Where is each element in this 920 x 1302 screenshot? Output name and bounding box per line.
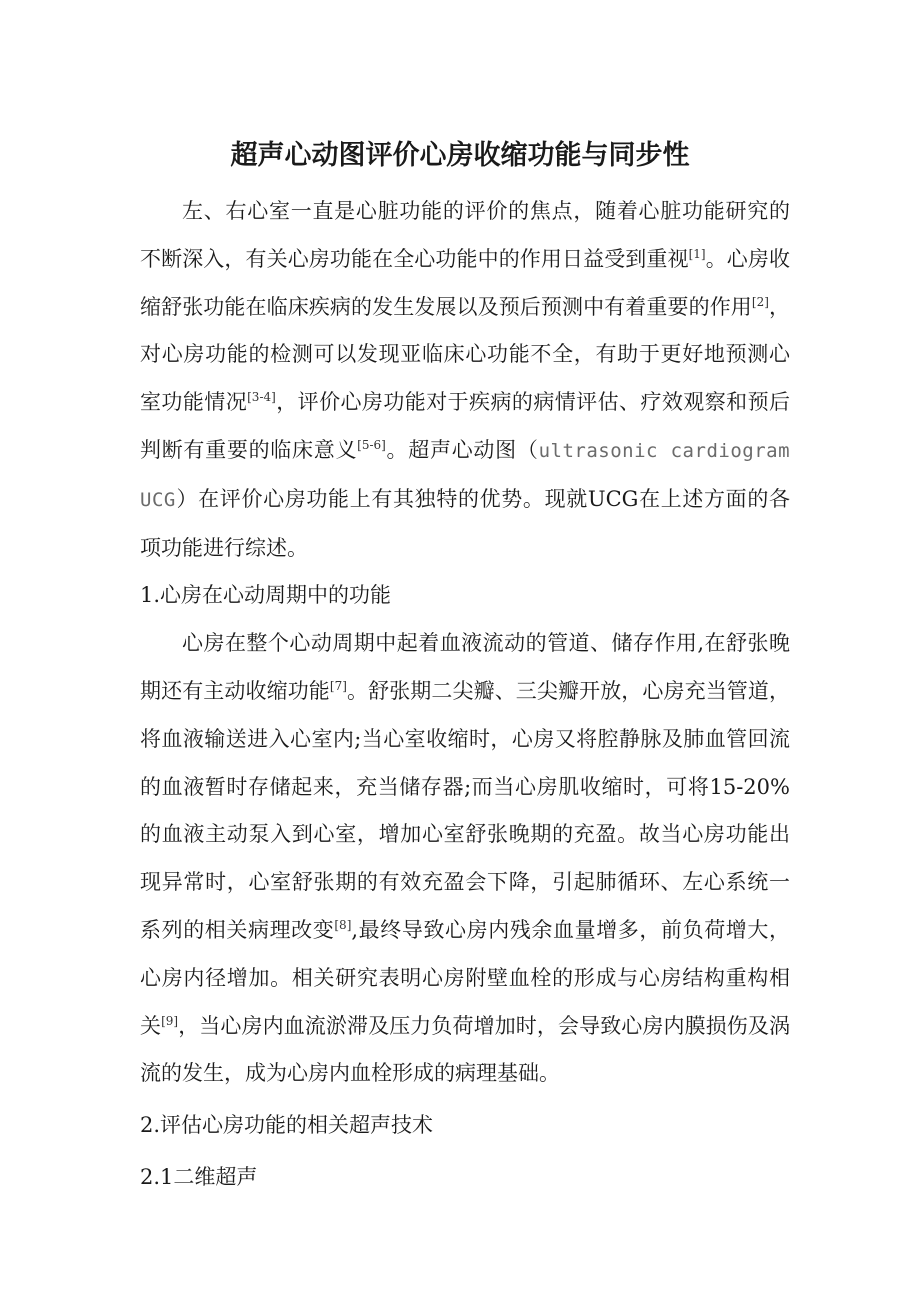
citation-ref: [5-6] — [357, 438, 386, 453]
intro-text-1: 左、右心室一直是心脏功能的评价的焦点，随着心脏功能研究的不断深入，有关心房功能在全心功能中的作用日益受到重视 — [140, 199, 790, 271]
intro-text-5: 。超声心动图（ — [385, 437, 539, 462]
citation-ref: [8] — [334, 918, 352, 933]
section-1-text-4: ，当心房内血流淤滞及压力负荷增加时，会导致心房内膜损伤及涡流的发生，成为心房内血栓形成的病理基础。 — [140, 1013, 791, 1086]
intro-text-2: 。心房收缩舒张功能在临床疾病的发生发展以及预后预测中有着重要的作用 — [140, 246, 791, 319]
intro-text-4: ，评价心房功能对于疾病的病情评估、疗效观察和预后判断有重要的临床意义 — [140, 390, 790, 462]
section-1-heading: 1.心房在心动周期中的功能 — [140, 583, 392, 608]
citation-ref: [3-4] — [247, 390, 276, 405]
document-body — [140, 188, 790, 1202]
citation-ref: [2] — [751, 294, 769, 309]
subsection-2-1-heading: 2.1二维超声 — [140, 1164, 258, 1189]
section-1-paragraph — [140, 620, 790, 1098]
citation-ref: [1] — [688, 247, 706, 261]
citation-ref: [7] — [329, 679, 347, 694]
section-1-text-2: 。舒张期二尖瓣、三尖瓣开放，心房充当管道，将血液输送进入心室内;当心室收缩时，心房又将腔静脉及肺血管回流的血液暂时存储起来，充当储存器;而当心房肌收缩时，可将15-20%的血液主动泵入到心室，增加心室舒张晚期的充盈。故当心房功能出现异常时，心室舒张期的有效充盈会下降，引起肺循环、左心系统一系列的相关病理改变 — [140, 678, 791, 942]
english-term: ultrasonic cardiogram UCG — [140, 439, 791, 511]
section-1-text-3: ,最终导致心房内残余血量增多，前负荷增大，心房内径增加。相关研究表明心房附壁血栓的形成与心房结构重构相关 — [140, 917, 790, 1038]
document-title: 超声心动图评价心房收缩功能与同步性 — [230, 140, 690, 171]
intro-paragraph — [140, 188, 790, 572]
intro-text-3: ，对心房功能的检测可以发现亚临床心功能不全，有助于更好地预测心室功能情况 — [140, 294, 791, 415]
citation-ref: [9] — [161, 1013, 179, 1028]
section-1-text-1: 心房在整个心动周期中起着血液流动的管道、储存作用,在舒张晚期还有主动收缩功能 — [140, 631, 790, 703]
section-2-heading: 2.评估心房功能的相关超声技术 — [140, 1113, 434, 1138]
intro-text-6: ）在评价心房功能上有其独特的优势。现就UCG在上述方面的各项功能进行综述。 — [140, 486, 790, 560]
